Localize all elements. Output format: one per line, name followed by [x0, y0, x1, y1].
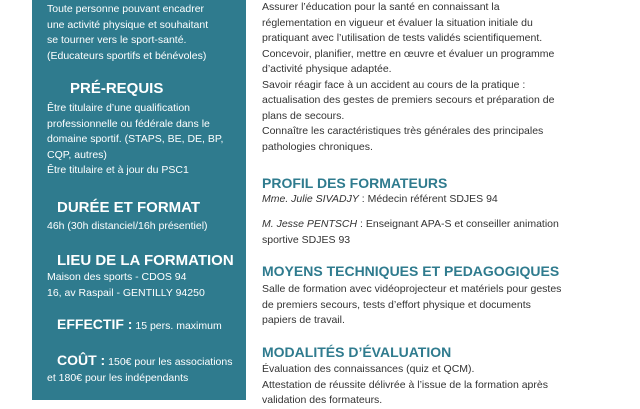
modalites-line: validation des formateurs. — [262, 394, 383, 406]
cout-label: COÛT : — [57, 352, 106, 368]
moyens-line: de premiers secours, tests d’effort physique et documents — [262, 298, 531, 311]
effectif-value: 15 pers. maximum — [135, 320, 222, 332]
prereq-line: domaine sportif. (STAPS, BE, DE, BP, — [47, 133, 224, 145]
trainer-1 — [262, 192, 602, 208]
trainer-1-role: : Médecin référent SDJES 94 — [358, 193, 498, 205]
lieu-line: Maison des sports - CDOS 94 — [47, 271, 187, 283]
public-line: se tourner vers le sport-santé. — [47, 34, 187, 46]
lieu-heading: LIEU DE LA FORMATION — [57, 252, 234, 269]
prereq-line: Être titulaire d’une qualification — [47, 102, 191, 114]
trainer-1-name: Mme. Julie SIVADJY — [262, 193, 359, 205]
moyens-text — [262, 282, 602, 329]
public-line: une activité physique et souhaitant — [47, 18, 209, 31]
objective-line: Assurer l’éducation pour la santé en connaissant la — [262, 1, 500, 13]
cout-line — [57, 352, 232, 368]
modalites-heading: MODALITÉS D’ÉVALUATION — [262, 344, 452, 360]
effectif-label: EFFECTIF : — [57, 316, 133, 332]
moyens-line: papiers de travail. — [262, 314, 345, 326]
cout-value: 150€ pour les associations — [108, 356, 233, 368]
duree-heading: DURÉE ET FORMAT — [57, 199, 201, 216]
trainer-2-role: : Enseignant APA-S et conseiller animation — [357, 218, 559, 230]
prereq-text — [47, 101, 239, 179]
objective-line: Concevoir, planifier, mettre en œuvre et évaluer un programme — [262, 47, 555, 60]
modalites-line: Évaluation des connaissances (quiz et QCM). — [262, 363, 475, 375]
lieu-line: 16, av Raspail - GENTILLY 94250 — [47, 286, 205, 299]
objective-line: Savoir réagir face à un accident au cours de la pratique : — [262, 78, 526, 91]
objective-line: Connaître les caractéristiques très générales des principales — [262, 125, 544, 137]
public-description — [47, 2, 239, 64]
prereq-line: CQP, autres) — [47, 148, 107, 161]
objective-line: pratiquant avec l’utilisation de tests validés scientifiquement. — [262, 32, 543, 44]
prereq-line: professionnelle ou fédérale dans le — [47, 117, 210, 130]
duree-text: 46h (30h distanciel/16h présentiel) — [47, 220, 208, 232]
moyens-heading: MOYENS TECHNIQUES ET PEDAGOGIQUES — [262, 263, 560, 279]
objective-line: plans de secours. — [262, 109, 345, 122]
trainer-2-name: M. Jesse PENTSCH — [262, 218, 358, 230]
lieu-text — [47, 270, 239, 301]
moyens-line: Salle de formation avec vidéoprojecteur et matériels pour gestes — [262, 283, 562, 295]
trainer-2 — [262, 217, 602, 248]
effectif-line — [57, 316, 222, 332]
objective-line: actualisation des gestes de premiers secours et préparation de — [262, 94, 555, 106]
prereq-heading: PRÉ-REQUIS — [70, 80, 164, 97]
objective-line: pathologies chroniques. — [262, 140, 373, 153]
cout-value-line2: et 180€ pour les indépendants — [47, 372, 189, 384]
objectives-text — [262, 0, 602, 155]
public-line: (Educateurs sportifs et bénévoles) — [47, 49, 207, 62]
prereq-line: Être titulaire et à jour du PSC1 — [47, 164, 189, 176]
public-line: Toute personne pouvant encadrer — [47, 3, 205, 15]
profil-heading: PROFIL DES FORMATEURS — [262, 175, 448, 191]
modalites-line: Attestation de réussite délivrée à l’issue de la formation après — [262, 378, 548, 391]
trainer-2-role-line2: sportive SDJES 93 — [262, 233, 351, 246]
objective-line: réglementation en vigueur et évaluer la situation initiale du — [262, 16, 533, 29]
sidebar-panel — [0, 0, 246, 400]
objective-line: d’activité physique adaptée. — [262, 63, 392, 75]
modalites-text — [262, 362, 602, 409]
